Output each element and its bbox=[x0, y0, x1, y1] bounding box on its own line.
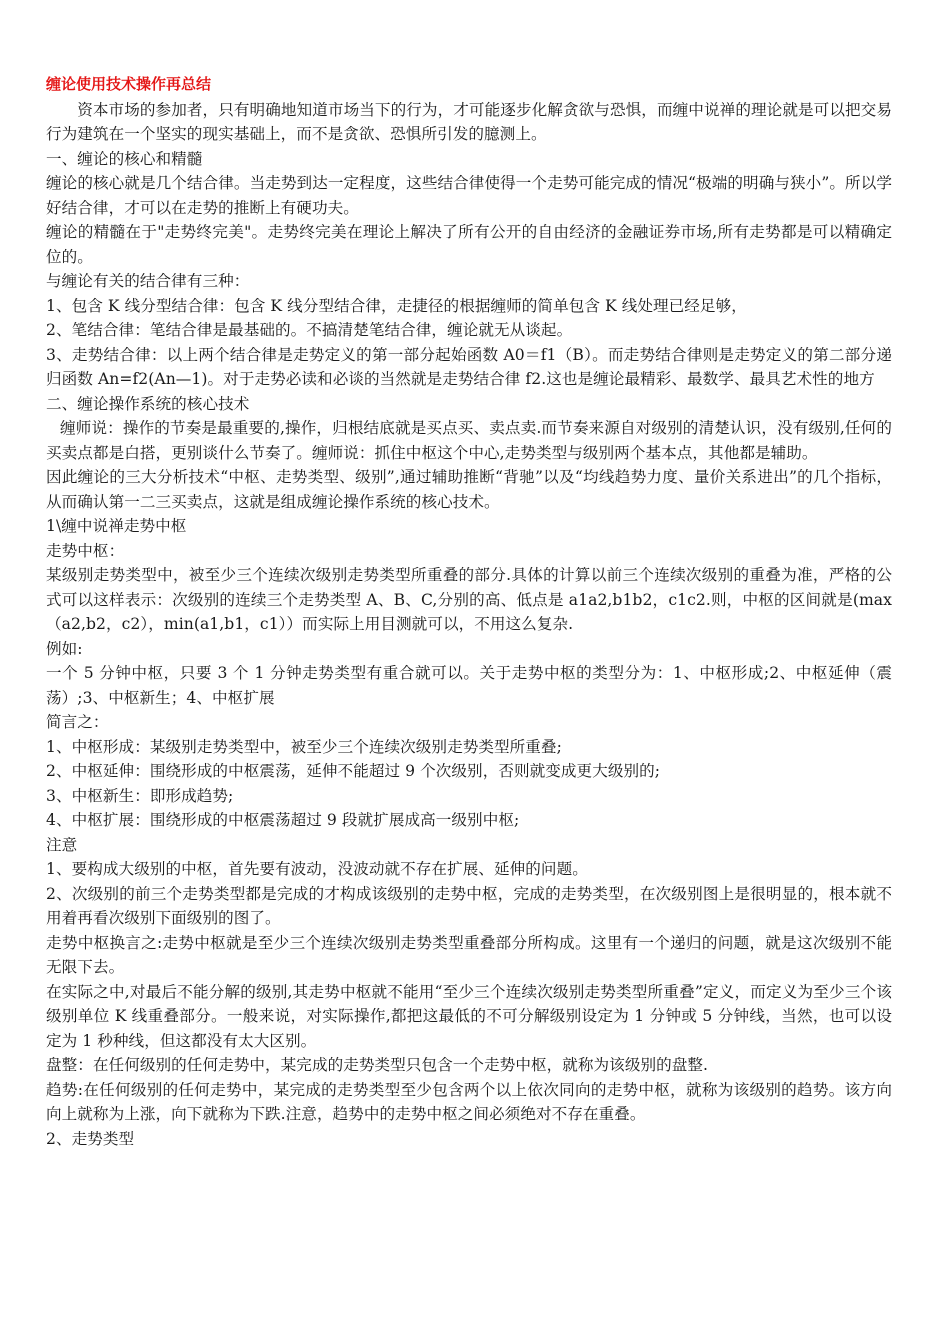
document-page bbox=[46, 72, 892, 1151]
paragraph: 缠论的精髓在于"走势终完美"。走势终完美在理论上解决了所有公开的自由经济的金融证券市场,所有走势都是可以精确定位的。 bbox=[46, 223, 892, 266]
list-item: 3、中枢新生：即形成趋势; bbox=[46, 786, 234, 805]
list-item: 2、笔结合律：笔结合律是最基础的。不搞清楚笔结合律，缠论就无从谈起。 bbox=[46, 321, 573, 339]
paragraph: 某级别走势类型中，被至少三个连续次级别走势类型所重叠的部分.具体的计算以前三个连续次级别的重叠为准，严格的公式可以这样表示：次级别的连续三个走势类型 A、B、C,分别的高、低点是 a1a2,b1b2，c1c2.则，中枢的区间就是(max（a2,b2，c2），min(a1,b1，c1））而实际上用目测就可以，不用这么复杂. bbox=[46, 566, 892, 633]
paragraph: 缠论的核心就是几个结合律。当走势到达一定程度，这些结合律使得一个走势可能完成的情况“极端的明确与狭小”。所以学好结合律，才可以在走势的推断上有硬功夫。 bbox=[46, 174, 892, 217]
term-label: 简言之： bbox=[46, 713, 109, 731]
paragraph: 一个 5 分钟中枢，只要 3 个 1 分钟走势类型有重合就可以。关于走势中枢的类型分为：1、中枢形成;2、中枢延伸（震荡）;3、中枢新生；4、中枢扩展 bbox=[46, 664, 892, 707]
subsection-heading: 1\缠中说禅走势中枢 bbox=[46, 517, 187, 535]
document-title: 缠论使用技术操作再总结 bbox=[46, 75, 212, 93]
paragraph: 走势中枢换言之:走势中枢就是至少三个连续次级别走势类型重叠部分所构成。这里有一个递归的问题，就是这次级别不能无限下去。 bbox=[46, 933, 892, 976]
paragraph: 缠师说：操作的节奏是最重要的,操作，归根结底就是买点买、卖点卖.而节奏来源自对级别的清楚认识，没有级别,任何的买卖点都是白搭，更别谈什么节奏了。缠师说：抓住中枢这个中心,走势类型与级别两个基本点，其他都是辅助。 bbox=[46, 419, 892, 462]
paragraph: 趋势:在任何级别的任何走势中，某完成的走势类型至少包含两个以上依次同向的走势中枢，就称为该级别的趋势。该方向向上就称为上涨，向下就称为下跌.注意，趋势中的走势中枢之间必须绝对不存在重叠。 bbox=[46, 1080, 892, 1123]
list-item: 4、中枢扩展：围绕形成的中枢震荡超过 9 段就扩展成高一级别中枢; bbox=[46, 811, 520, 829]
paragraph: 与缠论有关的结合律有三种： bbox=[46, 272, 250, 290]
list-item: 2、中枢延伸：围绕形成的中枢震荡，延伸不能超过 9 个次级别，否则就变成更大级别的; bbox=[46, 762, 661, 780]
paragraph: 在实际之中,对最后不能分解的级别,其走势中枢就不能用“至少三个连续次级别走势类型所重叠”定义，而定义为至少三个该级别单位 K 线重叠部分。一般来说，对实际操作,都把这最低的不可分解级别设定为 1 分钟或 5 分钟线，当然，也可以设定为 1 秒种线，但这都没有太大区别。 bbox=[46, 982, 892, 1050]
section-heading-1: 一、缠论的核心和精髓 bbox=[46, 149, 203, 168]
list-item: 3、走势结合律：以上两个结合律是走势定义的第一部分起始函数 A0＝f1（B）。而走势结合律则是走势定义的第二部分递归函数 An=f2(An—1)。对于走势必读和必谈的当然就是走势结合律 f2.这也是缠论最精彩、最数学、最具艺术性的地方 bbox=[46, 345, 892, 388]
subsection-heading: 2、走势类型 bbox=[46, 1129, 135, 1148]
list-item: 2、次级别的前三个走势类型都是完成的才构成该级别的走势中枢，完成的走势类型，在次级别图上是很明显的，根本就不用着再看次级别下面级别的图了。 bbox=[46, 884, 892, 927]
term-label: 注意 bbox=[46, 835, 78, 854]
list-item: 1、要构成大级别的中枢，首先要有波动，没波动就不存在扩展、延伸的问题。 bbox=[46, 860, 588, 878]
term-label: 例如: bbox=[46, 639, 83, 658]
list-item: 1、包含 K 线分型结合律：包含 K 线分型结合律，走捷径的根据缠师的简单包含 K 线处理已经足够， bbox=[46, 296, 747, 315]
paragraph: 盘整：在任何级别的任何走势中，某完成的走势类型只包含一个走势中枢，就称为该级别的盘整. bbox=[46, 1056, 709, 1074]
section-heading-2: 二、缠论操作系统的核心技术 bbox=[46, 394, 250, 413]
paragraph-intro: 资本市场的参加者，只有明确地知道市场当下的行为，才可能逐步化解贪欲与恐惧，而缠中说禅的理论就是可以把交易行为建筑在一个坚实的现实基础上，而不是贪欲、恐惧所引发的臆测上。 bbox=[46, 100, 892, 143]
list-item: 1、中枢形成：某级别走势类型中，被至少三个连续次级别走势类型所重叠; bbox=[46, 737, 562, 756]
paragraph: 因此缠论的三大分析技术“中枢、走势类型、级别”,通过辅助推断“背驰”以及“均线趋势力度、量价关系进出”的几个指标，从而确认第一二三买卖点，这就是组成缠论操作系统的核心技术。 bbox=[46, 468, 892, 511]
term-label: 走势中枢： bbox=[46, 541, 125, 560]
